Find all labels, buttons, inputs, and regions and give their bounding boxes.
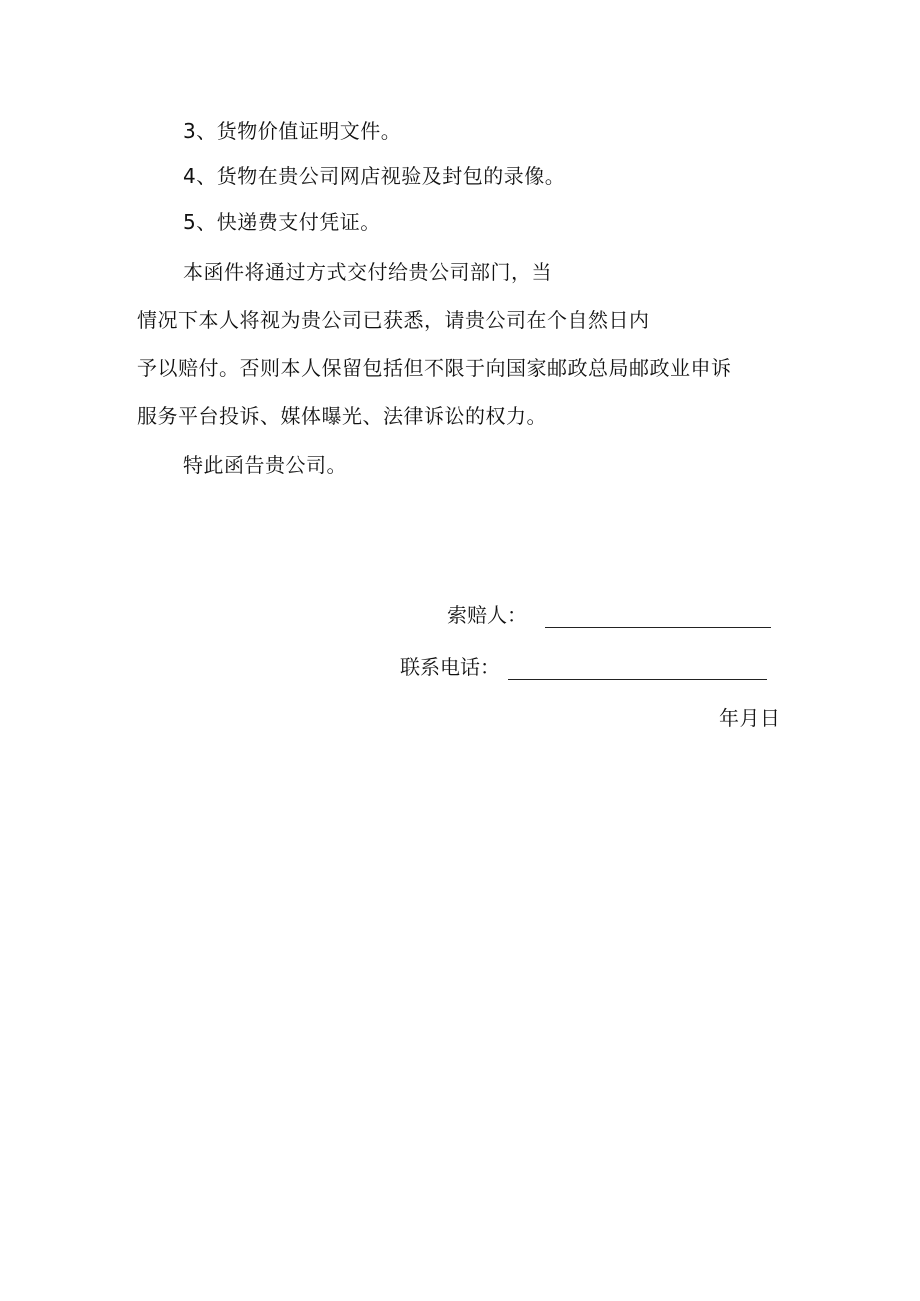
paragraph-line: 予以赔付。否则本人保留包括但不限于向国家邮政总局邮政业申诉 xyxy=(137,356,732,380)
claimant-row xyxy=(447,602,771,628)
date-label: 年月日 xyxy=(719,706,781,730)
paragraph-line: 本函件将通过方式交付给贵公司部门，当 xyxy=(183,260,552,284)
list-item: 4、货物在贵公司网店视验及封包的录像。 xyxy=(183,164,566,188)
phone-blank xyxy=(508,657,767,680)
paragraph-line: 服务平台投诉、媒体曝光、法律诉讼的权力。 xyxy=(137,404,547,428)
phone-label: 联系电话： xyxy=(400,655,500,679)
closing-line: 特此函告贵公司。 xyxy=(183,453,347,477)
claimant-signature-blank xyxy=(545,605,771,628)
claimant-label: 索赔人： xyxy=(447,603,527,627)
phone-row xyxy=(400,654,767,680)
list-item: 3、货物价值证明文件。 xyxy=(183,119,402,143)
paragraph-line: 情况下本人将视为贵公司已获悉，请贵公司在个自然日内 xyxy=(137,308,650,332)
list-item: 5、快递费支付凭证。 xyxy=(183,210,381,234)
